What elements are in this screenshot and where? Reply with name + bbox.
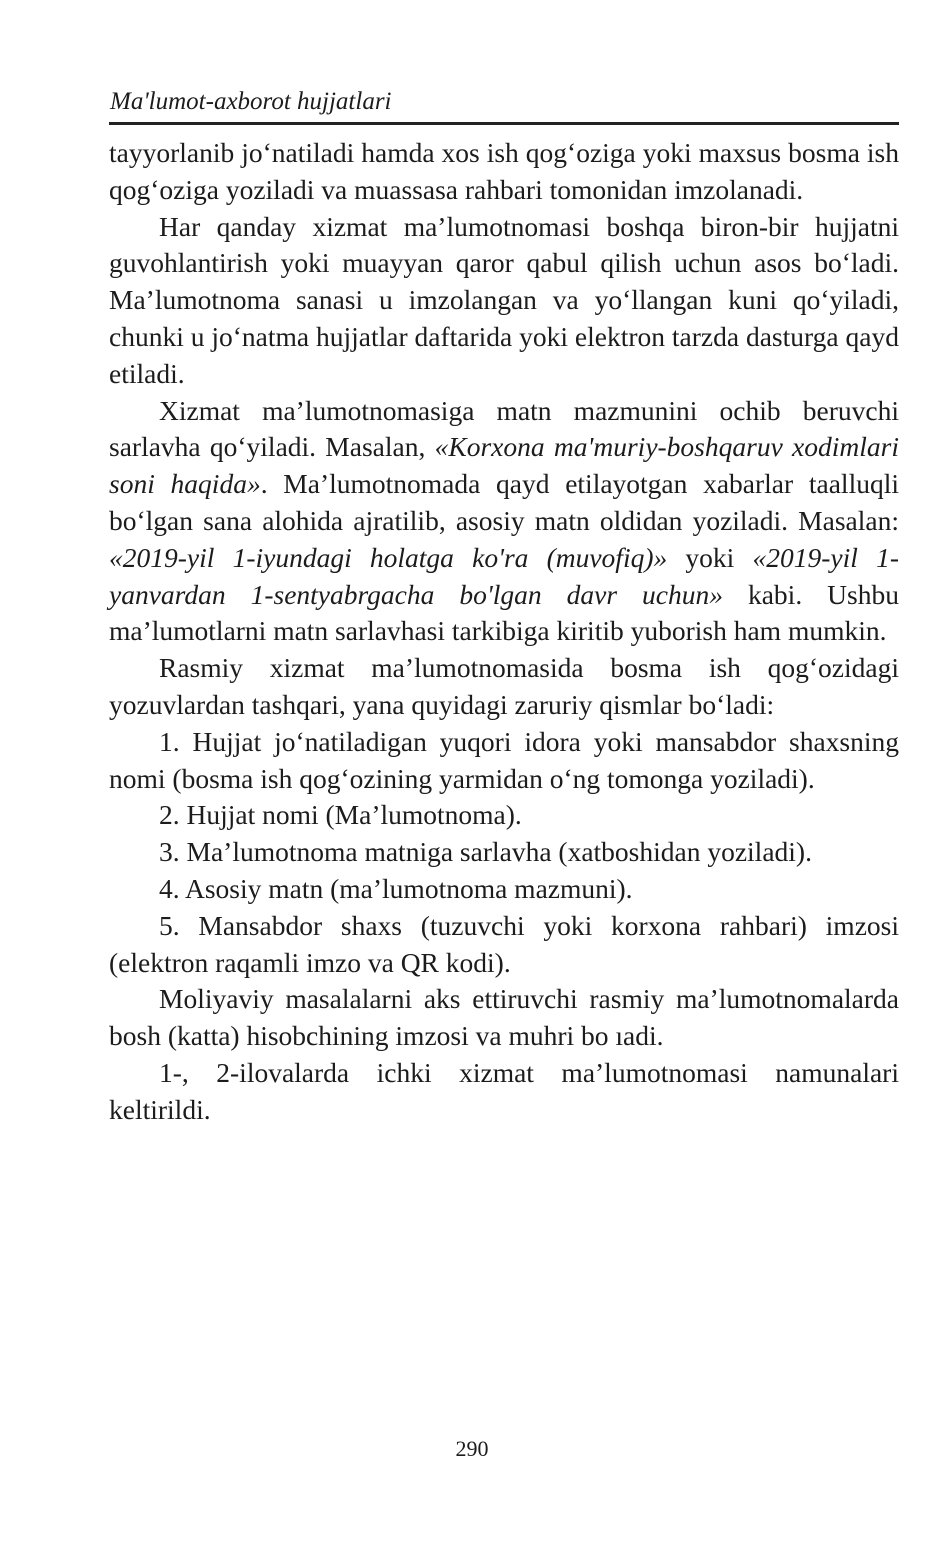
- paragraph: 1-, 2-ilovalarda ichki xizmat ma’lumotnomasi namunalari keltirildi.: [109, 1056, 899, 1125]
- text-run: . Ma’lumotnomada qayd etilayotgan xabarlar taalluqli bo‘lgan sana alohida ajratilib, asosiy matn oldidan yoziladi. Masalan:: [109, 468, 899, 536]
- paragraph: Rasmiy xizmat ma’lumotnomasida bosma ish qog‘ozidagi yozuvlardan tashqari, yana quyidagi zaruriy qismlar bo‘ladi:: [109, 652, 899, 720]
- list-item: 4. Asosiy matn (ma’lumotnoma mazmuni).: [159, 872, 633, 904]
- page-number: 290: [455, 1436, 489, 1461]
- page: [109, 86, 899, 1129]
- italic-example: «2019-yil 1-iyundagi holatga ko'ra (muvofiq)»: [109, 541, 668, 573]
- list-item: 1. Hujjat jo‘natiladigan yuqori idora yoki mansabdor shaxsning nomi (bosma ish qog‘ozining yarmidan o‘ng tomonga yoziladi).: [109, 725, 899, 794]
- body-text: [109, 135, 899, 1129]
- list-item: 2. Hujjat nomi (Ma’lumotnoma).: [159, 799, 522, 831]
- list-item: 3. Ma’lumotnoma matniga sarlavha (xatboshidan yoziladi).: [159, 836, 812, 868]
- text-run: Xizmat ma’lumotnomasiga matn mazmunini ochib beruvchi sarlavha qo‘yiladi. Masalan,: [109, 394, 899, 463]
- paragraph: Moliyaviy masalalarni aks ettiruvchi rasmiy ma’lumotnomalarda bosh (katta) hisobchining imzosi va muhri bo ıadi.: [109, 983, 899, 1052]
- italic-example: «2019-yil 1-yanvardan 1-sentyabrgacha bo'lgan davr uchun»: [109, 541, 899, 610]
- text-run: yoki: [667, 541, 753, 573]
- italic-example: «Korxona ma'muriy-boshqaruv xodimlari soni haqida»: [109, 431, 899, 500]
- running-head: Ma'lumot-axborot hujjatlari: [110, 88, 392, 115]
- text-run: kabi. Ushbu ma’lumotlarni matn sarlavhasi tarkibiga kiritib yuborish ham mumkin.: [109, 578, 899, 647]
- list-item: 5. Mansabdor shaxs (tuzuvchi yoki korxona rahbari) imzosi (elektron raqamli imzo va QR kodi).: [109, 909, 899, 978]
- paragraph-continuation: tayyorlanib jo‘natiladi hamda xos ish qog‘oziga yoki maxsus bosma ish qog‘oziga yoziladi va muassasa rahbari tomonidan imzolanadi.: [109, 137, 899, 205]
- paragraph: Har qanday xizmat ma’lumotnomasi boshqa biron-bir hujjatni guvohlantirish yoki muayyan qaror qabul qilish uchun asos bo‘ladi. Ma’lumotnoma sanasi u imzolangan va yo‘llangan kuni qo‘yiladi, chunki u jo‘natma hujjatlar daftarida yoki elektron tarzda dasturga qayd etiladi.: [109, 210, 899, 389]
- header-rule: [109, 122, 899, 125]
- paragraph-with-examples: [109, 393, 899, 651]
